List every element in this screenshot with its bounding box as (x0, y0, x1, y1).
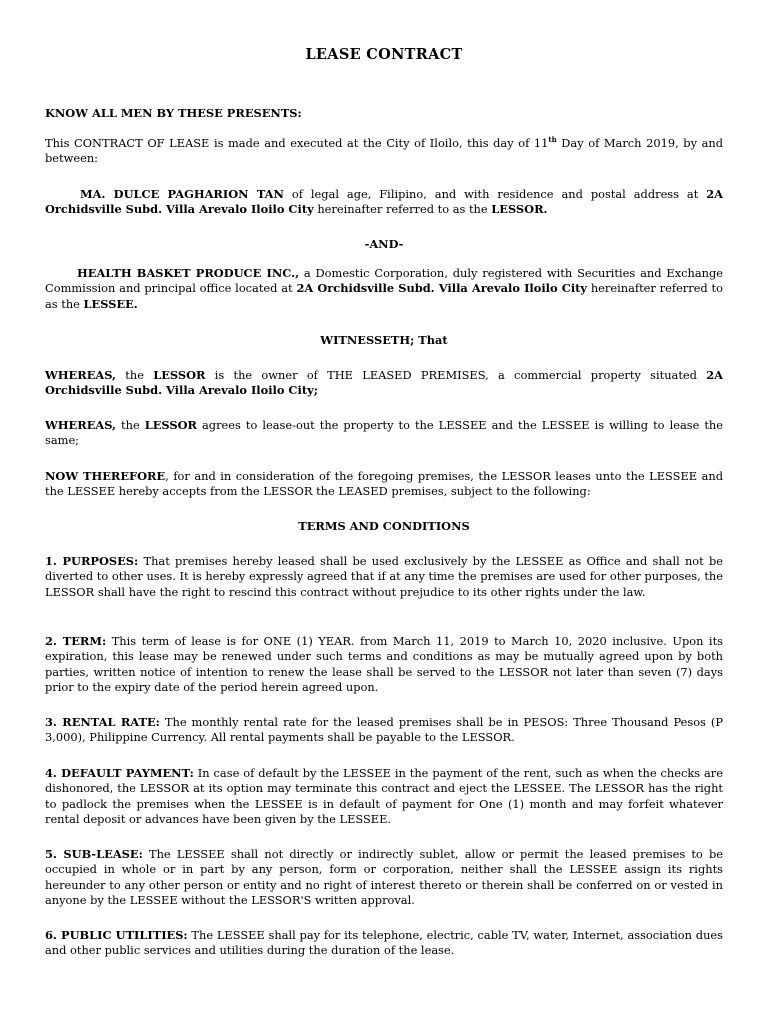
lessee-party-paragraph: HEALTH BASKET PRODUCE INC., a Domestic Corporation, duly registered with Securities and Exchange Commission and principal office located at 2A Orchidsville Subd. Villa Arevalo Iloilo City hereinafter referred to as the LESSEE. (45, 266, 723, 311)
clause-sub-lease: 5. SUB-LEASE: The LESSEE shall not directly or indirectly sublet, allow or permit the leased premises to be occupied in whole or in part by any person, form or corporation, neither shall the LESSEE assign its rights hereunder to any other person or entity and no right of interest thereto or therein shall be conferred on or vested in anyone by the LESSEE without the LESSOR'S written approval. (45, 847, 723, 908)
document-title: LEASE CONTRACT (305, 46, 463, 63)
now-therefore-paragraph: NOW THEREFORE, for and in consideration of the foregoing premises, the LESSOR leases unto the LESSEE and the LESSEE hereby accepts from the LESSOR the LEASED premises, subject to the following: (45, 469, 723, 499)
clause-rental-rate: 3. RENTAL RATE: The monthly rental rate for the leased premises shall be in PESOS: Three Thousand Pesos (P 3,000), Philippine Currency. All rental payments shall be payable to the LESSOR. (45, 715, 723, 745)
lessor-party-paragraph: MA. DULCE PAGHARION TAN of legal age, Filipino, and with residence and postal address at 2A Orchidsville Subd. Villa Arevalo Iloilo City hereinafter referred to as the LESSOR. (45, 187, 723, 217)
whereas-owner-paragraph: WHEREAS, the LESSOR is the owner of THE LEASED PREMISES, a commercial property situated 2A Orchidsville Subd. Villa Arevalo Iloilo City; (45, 368, 723, 398)
whereas-agrees-paragraph: WHEREAS, the LESSOR agrees to lease-out the property to the LESSEE and the LESSEE is willing to lease the same; (45, 418, 723, 448)
clause-purposes: 1. PURPOSES: That premises hereby leased shall be used exclusively by the LESSEE as Office and shall not be diverted to other uses. It is hereby expressly agreed that if at any time the premises are used for other purposes, the LESSOR shall have the right to rescind this contract without prejudice to its other rights under the law. (45, 554, 723, 599)
clause-public-utilities: 6. PUBLIC UTILITIES: The LESSEE shall pay for its telephone, electric, cable TV, water, Internet, association dues and other public services and utilities during the duration of the lease. (45, 928, 723, 958)
know-all-heading: KNOW ALL MEN BY THESE PRESENTS: (45, 106, 302, 120)
intro-paragraph: This CONTRACT OF LEASE is made and executed at the City of Iloilo, this day of 11th Day of March 2019, by and between: (45, 135, 723, 166)
clause-default-payment: 4. DEFAULT PAYMENT: In case of default by the LESSEE in the payment of the rent, such as when the checks are dishonored, the LESSOR at its option may terminate this contract and eject the LESSEE. The LESSOR has the right to padlock the premises when the LESSEE is in default of payment for One (1) month and may forfeit whatever rental deposit or advances have been given by the LESSEE. (45, 766, 723, 827)
witnesseth-heading: WITNESSETH; That (320, 333, 448, 347)
terms-heading: TERMS AND CONDITIONS (298, 519, 470, 533)
clause-term: 2. TERM: This term of lease is for ONE (1) YEAR. from March 11, 2019 to March 10, 2020 inclusive. Upon its expiration, this lease may be renewed under such terms and conditions as may be mutually agreed upon by both parties, written notice of intention to renew the lease shall be served to the LESSOR not later than seven (7) days prior to the expiry date of the period herein agreed upon. (45, 634, 723, 695)
and-separator: -AND- (364, 237, 404, 251)
